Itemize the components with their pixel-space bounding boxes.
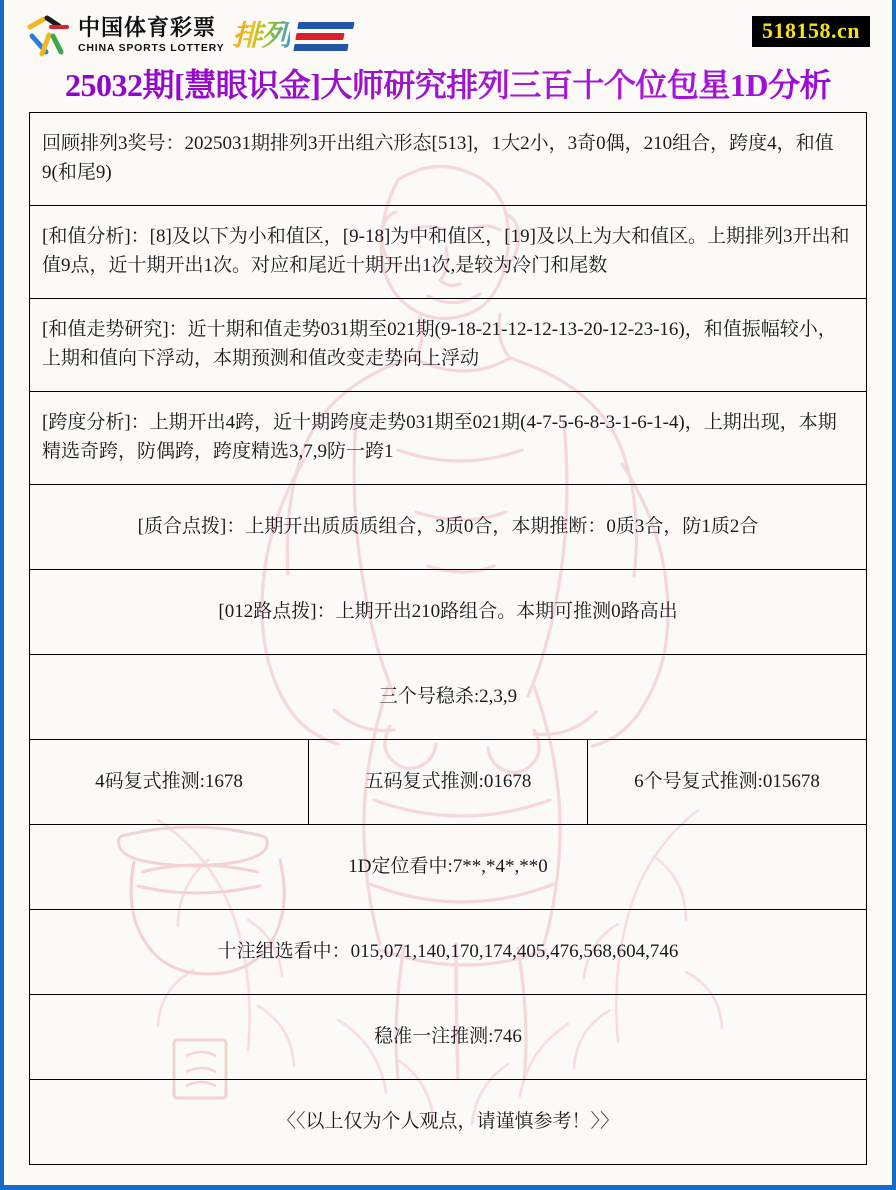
table-row-single-bet: [30, 995, 867, 1080]
logo-chinese-name: 中国体育彩票: [78, 16, 217, 42]
table-row-sum-analysis: [30, 206, 867, 299]
table-row-disclaimer: [30, 1080, 867, 1165]
cell-single-bet: 稳准一注推测:746: [30, 995, 867, 1080]
table-row-position-1d: [30, 825, 867, 910]
cell-sum-analysis: [和值分析]：[8]及以下为小和值区，[9-18]为中和值区，[19]及以上为大和值区。上期排列3开出和值9点，近十期开出1次。对应和尾近十期开出1次,是较为冷门和尾数: [30, 206, 867, 299]
three-bar-2: [296, 33, 345, 40]
table-row-span-analysis: [30, 392, 867, 485]
product-wordmark: [232, 19, 352, 53]
cell-kill-three: 三个号稳杀:2,3,9: [30, 655, 867, 740]
product-three-bars-icon: [293, 19, 355, 53]
three-bar-3: [294, 44, 349, 51]
product-wordmark-text: 排列: [232, 18, 291, 53]
analysis-table: [29, 112, 867, 1165]
table-row-prime-tip: [30, 485, 867, 570]
cell-review: 回顾排列3奖号：2025031期排列3开出组六形态[513]，1大2小，3奇0偶，210组合，跨度4，和值9(和尾9): [30, 113, 867, 206]
cell-position-1d: 1D定位看中:7**,*4*,**0: [30, 825, 867, 910]
page-header: [4, 0, 892, 112]
table-row-combos: [30, 740, 867, 825]
logo-english-name: CHINA SPORTS LOTTERY: [78, 42, 225, 55]
cell-span-analysis: [跨度分析]：上期开出4跨，近十期跨度走势031期至021期(4-7-5-6-8-3-1-6-1-4)，上期出现，本期精选奇跨，防偶跨，跨度精选3,7,9防一跨1: [30, 392, 867, 485]
china-sports-lottery-logo: [26, 12, 352, 60]
three-bar-1: [298, 22, 355, 29]
page-title: 25032期[慧眼识金]大师研究排列三百十个位包星1D分析: [4, 60, 892, 106]
cell-combo4: 4码复式推测:1678: [30, 740, 309, 825]
cell-disclaimer: 〈〈以上仅为个人观点，请谨慎参考！〉〉: [30, 1080, 867, 1165]
table-row-sum-trend: [30, 299, 867, 392]
cell-prime-tip: [质合点拨]：上期开出质质质组合，3质0合，本期推断：0质3合，防1质2合: [30, 485, 867, 570]
lottery-emblem-icon: [26, 14, 72, 58]
table-row-review: [30, 113, 867, 206]
cell-sum-trend: [和值走势研究]：近十期和值走势031期至021期(9-18-21-12-12-13-20-12-23-16)，和值振幅较小，上期和值向下浮动，本期预测和值改变走势向上浮动: [30, 299, 867, 392]
table-row-ten-groups: [30, 910, 867, 995]
cell-combo5: 五码复式推测:01678: [309, 740, 588, 825]
table-row-road-tip: [30, 570, 867, 655]
site-watermark-badge: 518158.cn: [752, 16, 870, 47]
cell-road-tip: [012路点拨]：上期开出210路组合。本期可推测0路高出: [30, 570, 867, 655]
cell-combo6: 6个号复式推测:015678: [588, 740, 867, 825]
table-row-kill-three: [30, 655, 867, 740]
cell-ten-groups: 十注组选看中：015,071,140,170,174,405,476,568,604,746: [30, 910, 867, 995]
